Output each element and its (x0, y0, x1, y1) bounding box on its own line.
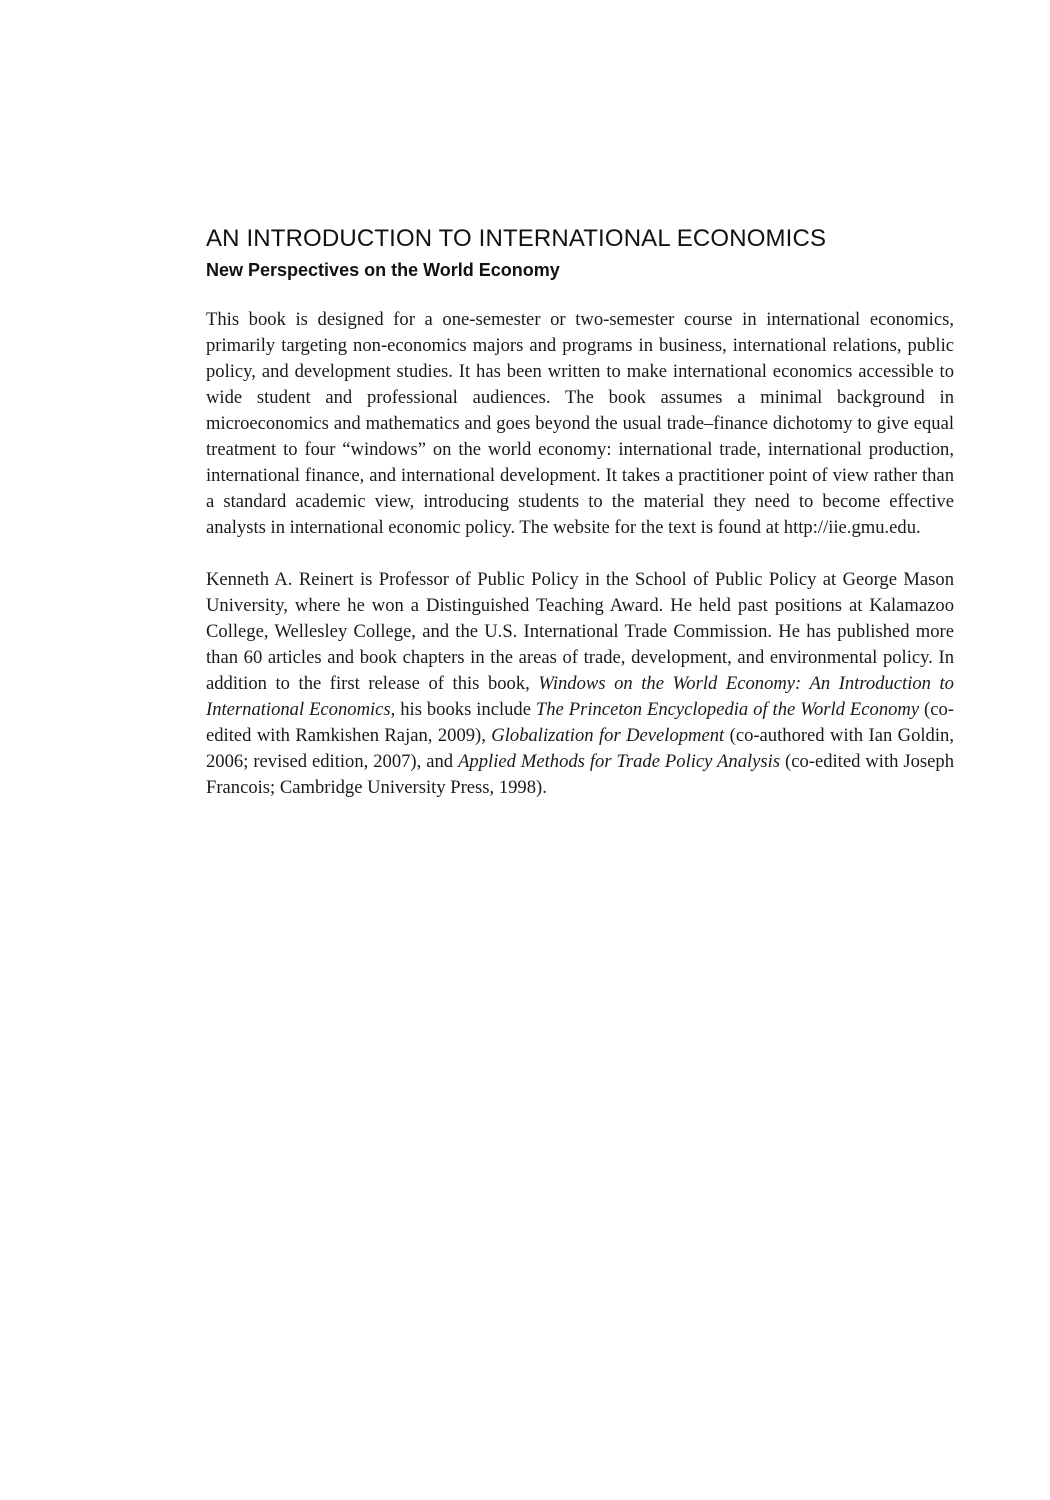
book-title-applied-methods: Applied Methods for Trade Policy Analysis (458, 751, 781, 772)
book-title: AN INTRODUCTION TO INTERNATIONAL ECONOMICS (206, 225, 827, 252)
author-bio-text: (co-edited with Joseph Francois; Cambridge University Press, 1998). (206, 751, 955, 798)
book-description: This book is designed for a one-semester or two-semester course in international economics, primarily targeting non-economics majors and programs in business, international relations, public policy, and development studies. It has been written to make international economics accessible to wide student and professional audiences. The book assumes a minimal background in microeconomics and mathematics and goes beyond the usual trade–finance dichotomy to give equal treatment to four “windows” on the world economy: international trade, international production, international finance, and international development. It takes a practitioner point of view rather than a standard academic view, introducing students to the material they need to become effective analysts in international economic policy. The website for the text is found at http://iie.gmu.edu. (206, 309, 954, 538)
page-content (206, 223, 954, 801)
book-subtitle: New Perspectives on the World Economy (206, 260, 560, 280)
book-title-windows: Windows on the World Economy: An Introduction to International Economics (206, 673, 954, 720)
author-bio (206, 567, 954, 801)
author-bio-text: , his books include (390, 699, 536, 720)
book-title-globalization: Globalization for Development (491, 725, 725, 746)
author-bio-text: Kenneth A. Reinert is Professor of Public Policy in the School of Public Policy at George Mason University, where he won a Distinguished Teaching Award. He held past positions at Kalamazoo College, Wellesley College, and the U.S. International Trade Commission. He has published more than 60 articles and book chapters in the areas of trade, development, and environmental policy. In addition to the first release of this book, (206, 569, 954, 694)
author-bio-text: (co-edited with Ramkishen Rajan, 2009), (206, 699, 954, 746)
book-title-encyclopedia: The Princeton Encyclopedia of the World Economy (535, 699, 920, 720)
author-bio-text: (co-authored with Ian Goldin, 2006; revised edition, 2007), and (206, 725, 954, 772)
